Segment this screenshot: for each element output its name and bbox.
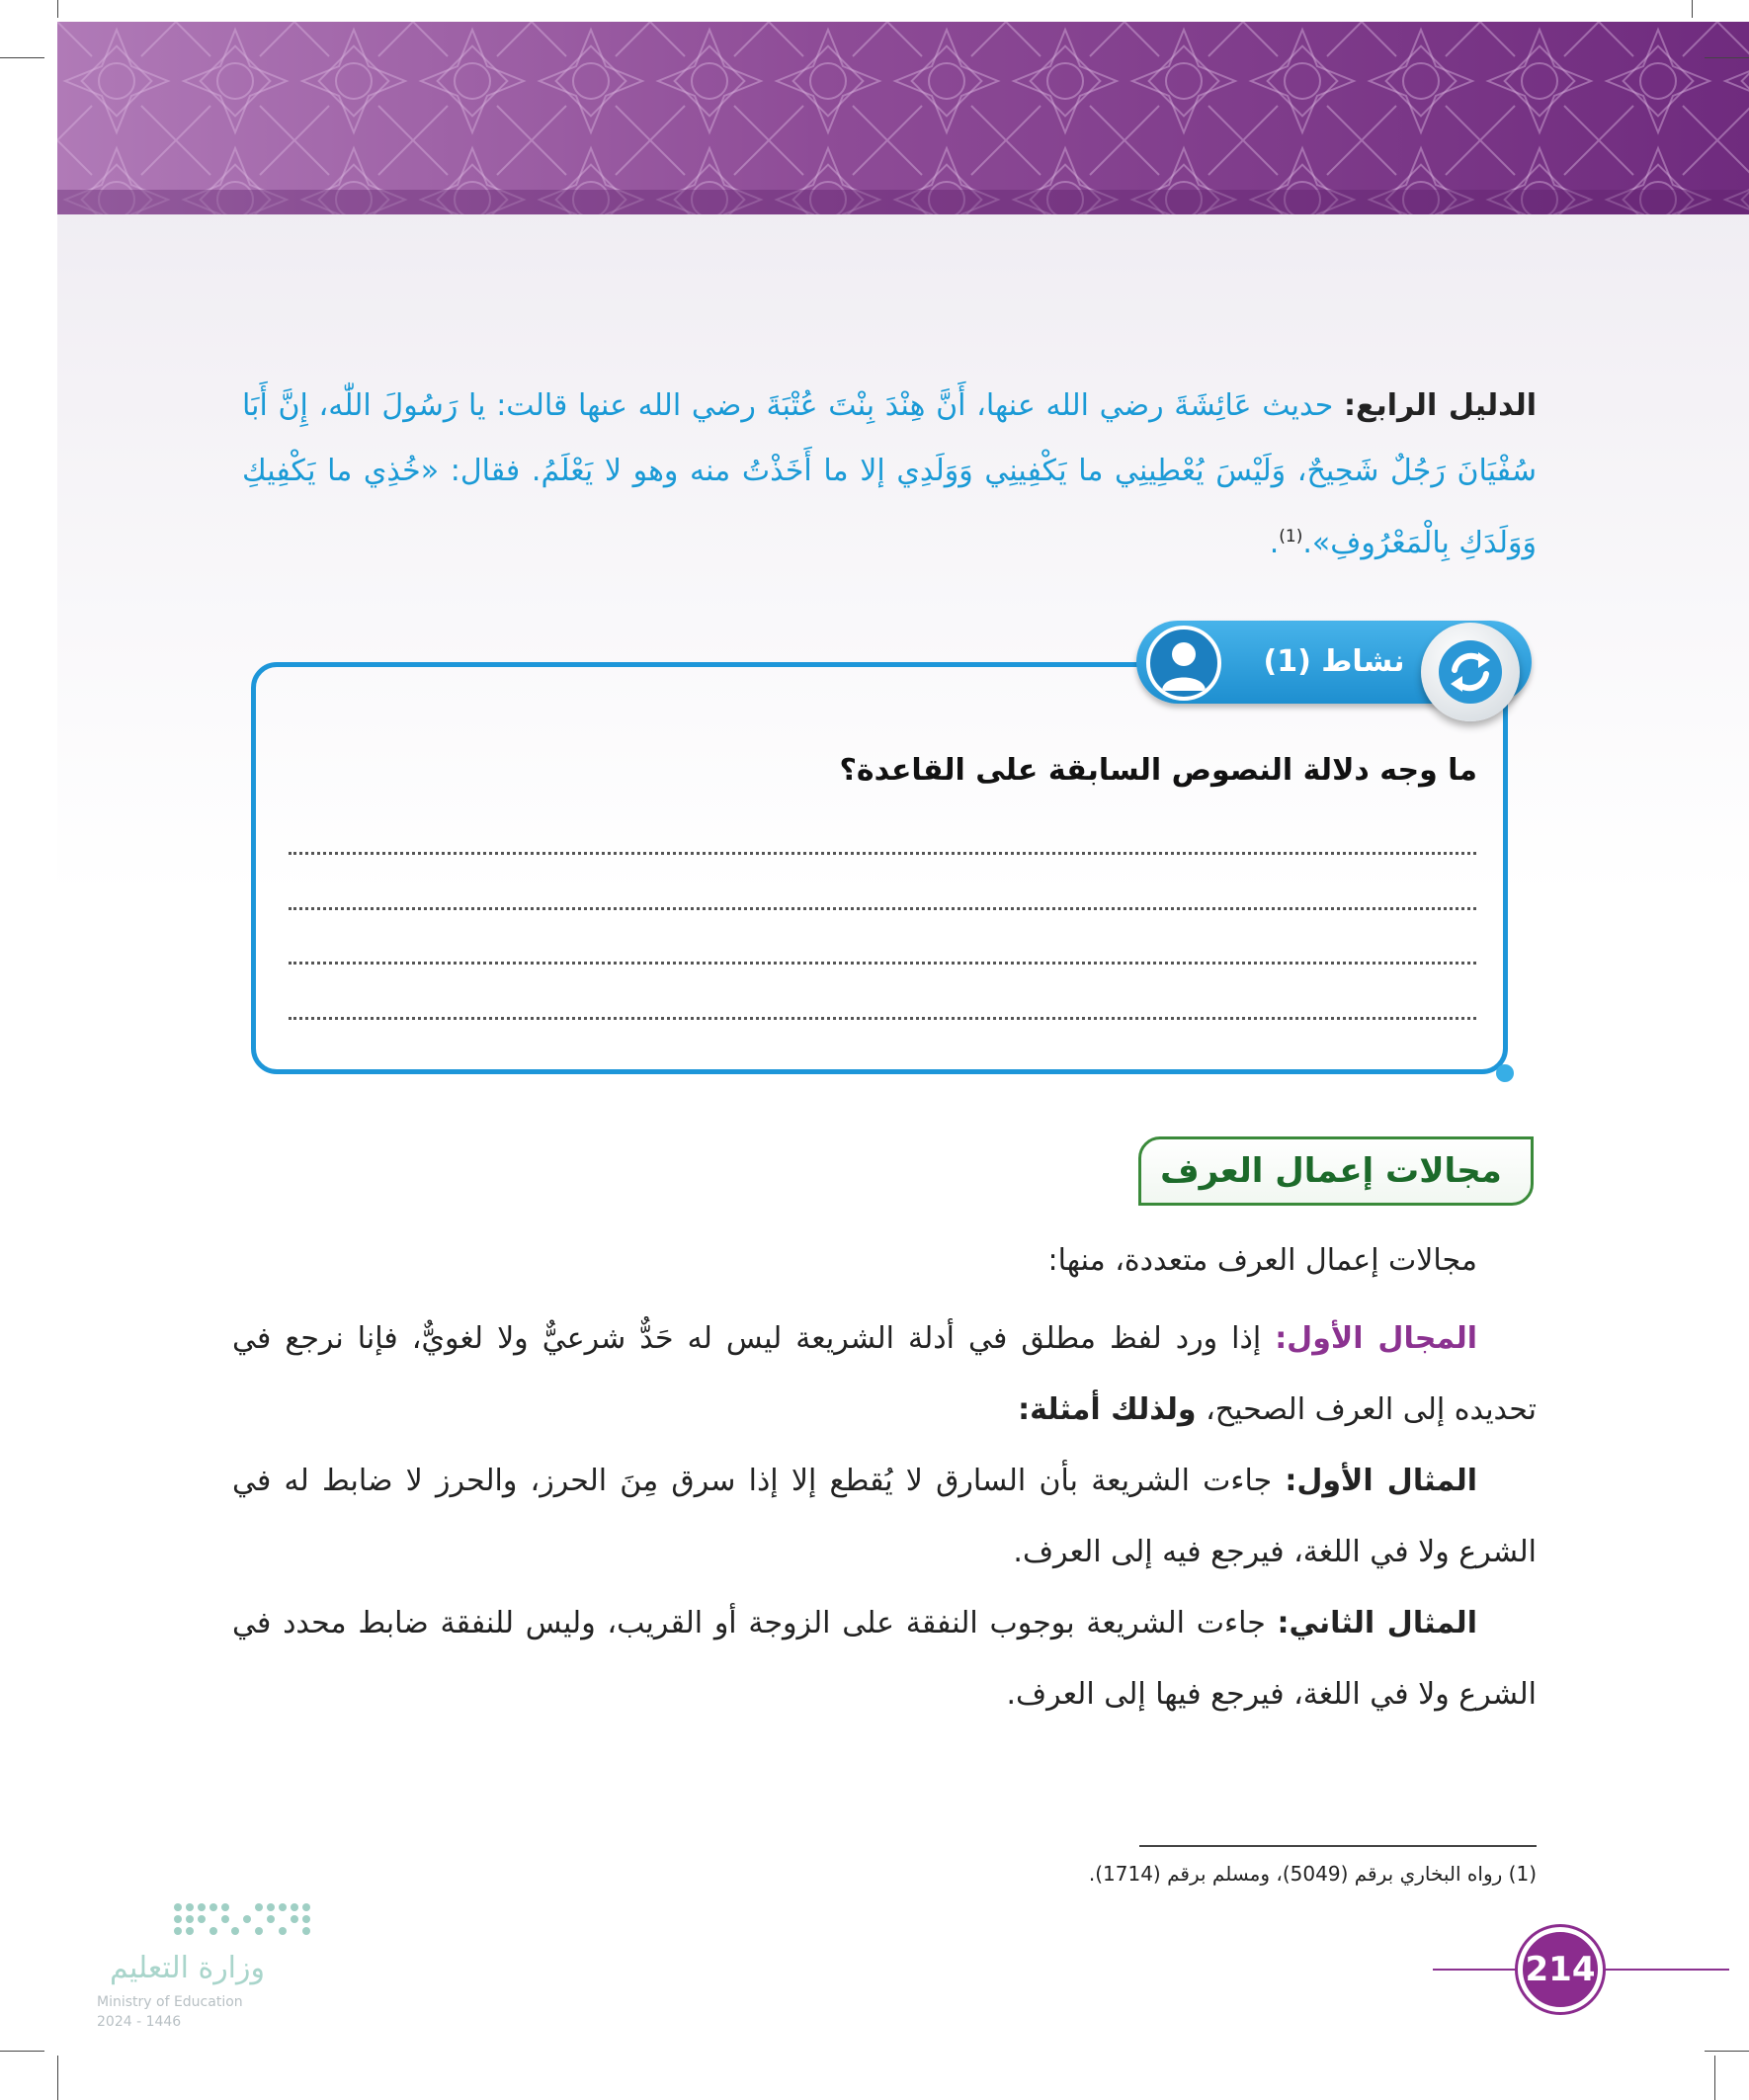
ministry-logo — [97, 1899, 334, 2038]
crop-mark — [1692, 0, 1693, 18]
page-number: 214 — [1525, 1950, 1596, 1989]
page-number-line-right — [1601, 1969, 1729, 1971]
crop-mark — [57, 2056, 58, 2100]
crop-mark — [1705, 57, 1749, 58]
example-1-text: جاءت الشريعة بأن السارق لا يُقطع إلا إذا سرق مِنَ الحرز، والحرز لا ضابط له في الشرع ولا في اللغة، فيرجع فيه إلى العرف. — [232, 1464, 1537, 1569]
field-1-label: المجال الأول: — [1275, 1321, 1477, 1356]
crop-mark — [1705, 2051, 1749, 2052]
answer-line-3[interactable] — [289, 962, 1476, 965]
logo-dots-icon — [97, 1899, 334, 1949]
answer-line-2[interactable] — [289, 907, 1476, 910]
decorative-header-band — [57, 22, 1749, 214]
hadith-end: . — [1269, 526, 1280, 560]
ministry-name-en: Ministry of Education — [97, 1994, 243, 2010]
field-1-paragraph — [232, 1303, 1537, 1446]
footnote-rule — [1139, 1845, 1537, 1847]
activity-question: ما وجه دلالة النصوص السابقة على القاعدة؟ — [839, 753, 1477, 788]
hadith-text: حديث عَائِشَةَ رضي الله عنها، أَنَّ هِنْدَ بِنْتَ عُتْبَةَ رضي الله عنها قالت: يا رَسُولَ اللّٰه، إِنَّ أَبَا سُفْيَانَ رَجُلٌ شَحِيحٌ، وَلَيْسَ يُعْطِينِي ما يَكْفِينِي وَوَلَدِي إلا ما أَخَذْتُ منه وهو لا يَعْلَمُ. فقال: «خُذِي ما يَكْفِيكِ وَوَلَدَكِ بِالْمَعْرُوفِ». — [242, 388, 1537, 560]
crop-mark — [1714, 2056, 1715, 2100]
activity-frame — [251, 662, 1508, 1074]
field-1-examples-label: ولذلك أمثلة: — [1018, 1392, 1197, 1427]
crop-mark — [57, 0, 58, 18]
answer-line-4[interactable] — [289, 1017, 1476, 1020]
section-intro — [232, 1225, 1537, 1297]
activity-title: نشاط (1) — [1263, 644, 1405, 679]
footnote: (1) رواه البخاري برقم (5049)، ومسلم برقم (1714). — [1088, 1862, 1537, 1886]
example-2-text: جاءت الشريعة بوجوب النفقة على الزوجة أو القريب، وليس للنفقة ضابط محدد في الشرع ولا في اللغة، فيرجع فيها إلى العرف. — [232, 1606, 1537, 1712]
footnote-ref: (1) — [1279, 527, 1303, 546]
evidence-label: الدليل الرابع: — [1343, 388, 1537, 423]
page-number-line-left — [1433, 1969, 1522, 1971]
user-icon — [1146, 626, 1221, 701]
intro-text: مجالات إعمال العرف متعددة، منها: — [1047, 1243, 1477, 1278]
refresh-icon — [1421, 623, 1520, 721]
hadith-paragraph — [242, 374, 1537, 576]
ministry-year: 2024 - 1446 — [97, 2014, 182, 2030]
example-2-label: المثال الثاني: — [1277, 1606, 1477, 1640]
section-heading: مجالات إعمال العرف — [1160, 1151, 1502, 1191]
ministry-name-ar: وزارة التعليم — [109, 1951, 265, 1985]
example-1-label: المثال الأول: — [1285, 1464, 1477, 1498]
crop-mark — [0, 57, 44, 58]
answer-line-1[interactable] — [289, 852, 1476, 855]
example-1-paragraph — [232, 1446, 1537, 1588]
example-2-paragraph — [232, 1588, 1537, 1730]
frame-end-dot — [1496, 1064, 1514, 1082]
islamic-pattern-icon — [57, 22, 1749, 214]
field-1-text: إذا ورد لفظ مطلق في أدلة الشريعة ليس له حَدٌّ شرعيٌّ ولا لغويٌّ، فإنا نرجع في تحديده إلى العرف الصحيح، — [232, 1321, 1537, 1427]
crop-mark — [0, 2051, 44, 2052]
